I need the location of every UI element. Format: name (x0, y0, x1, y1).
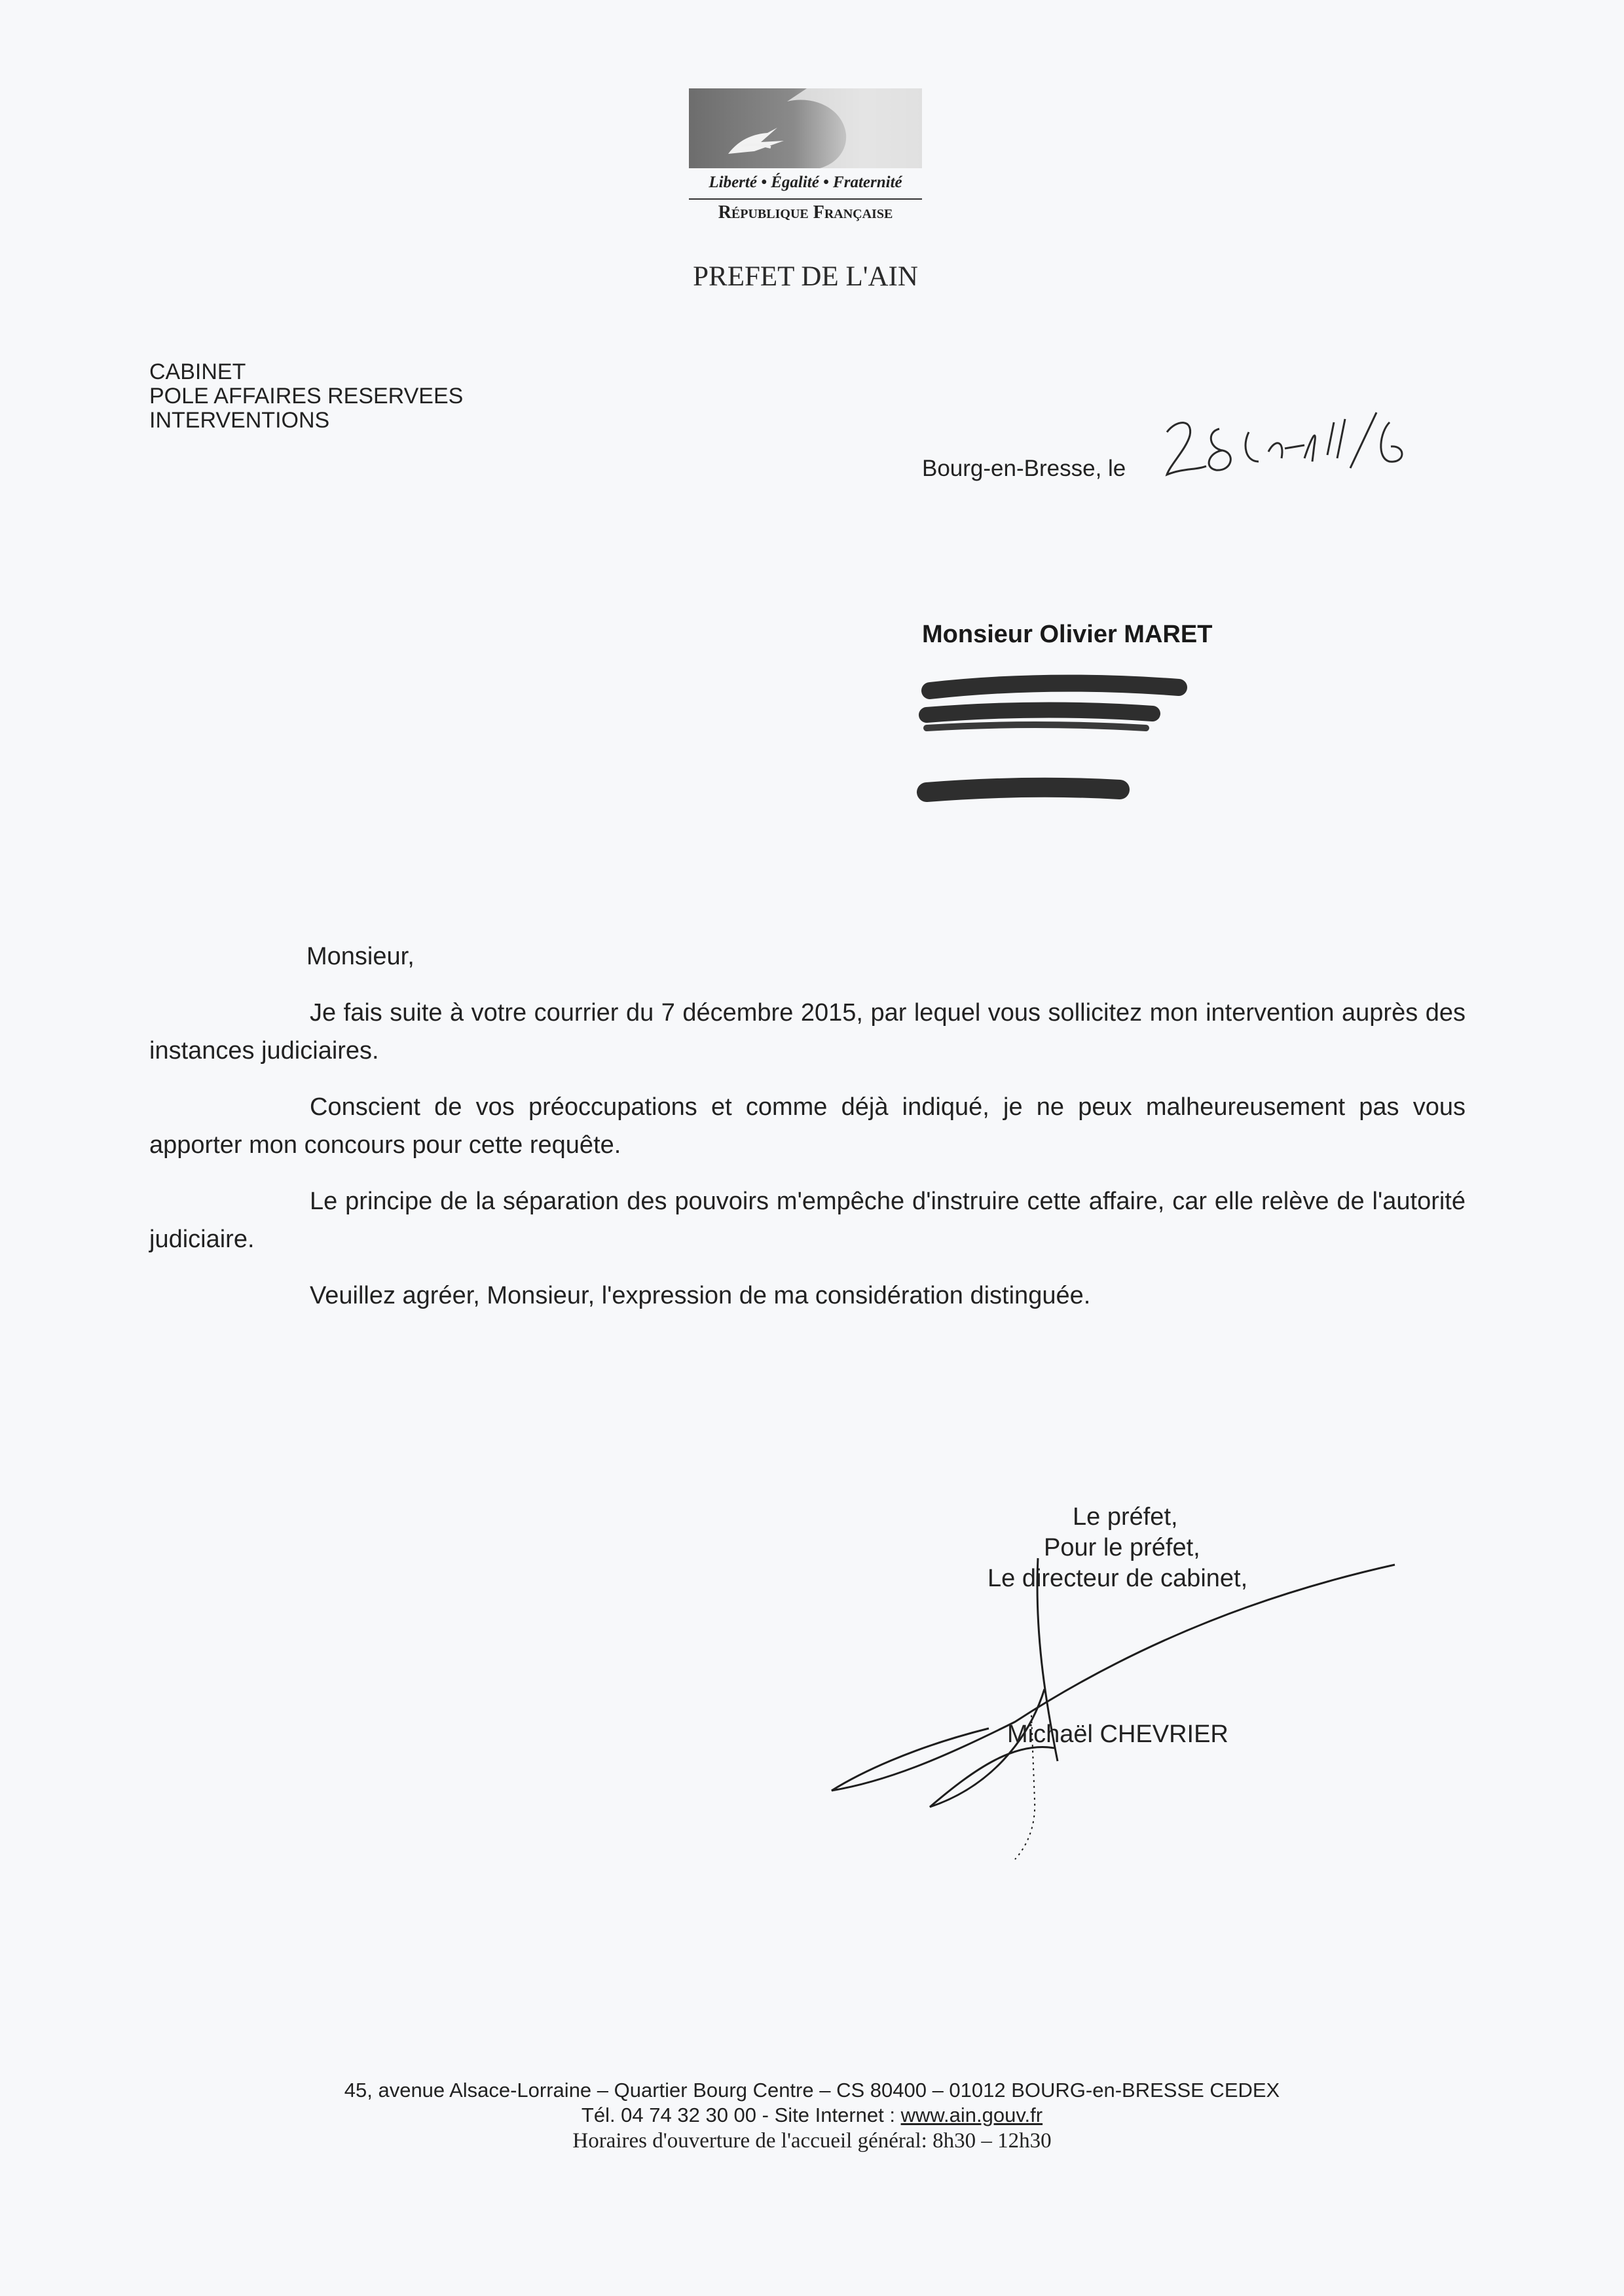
redaction-scribble-icon (917, 674, 1192, 812)
signatory-name: Michaël CHEVRIER (1007, 1721, 1228, 1748)
body-paragraph-4: Veuillez agréer, Monsieur, l'expression de ma considération distinguée. (310, 1282, 1091, 1309)
service-line-pole: POLE AFFAIRES RESERVEES (149, 384, 464, 409)
place-label: Bourg-en-Bresse, le (922, 456, 1126, 481)
footer-hours: Horaires d'ouverture de l'accueil général: 8h30 – 12h30 (572, 2129, 1052, 2153)
authority-title: PREFET DE L'AIN (693, 261, 918, 292)
signature-line-prefet: Le préfet, (1073, 1503, 1178, 1531)
handwritten-date (1154, 393, 1429, 491)
footer-phone: Tél. 04 74 32 30 00 - Site Internet : (581, 2104, 895, 2126)
signature-scribble-icon (819, 1552, 1408, 1879)
republic-motto: Liberté • Égalité • Fraternité (709, 173, 902, 191)
salutation: Monsieur, (306, 943, 415, 970)
footer-website-link[interactable]: www.ain.gouv.fr (900, 2104, 1043, 2126)
marianne-logo (689, 88, 922, 168)
handwritten-signature (819, 1552, 1408, 1879)
signature-line-directeur: Le directeur de cabinet, (987, 1565, 1248, 1592)
handwritten-date-icon (1154, 393, 1429, 491)
service-line-interventions: INTERVENTIONS (149, 408, 330, 433)
republic-name: République Française (689, 198, 922, 223)
footer-contact (196, 2104, 1428, 2127)
signature-line-pour-prefet: Pour le préfet, (1044, 1534, 1200, 1561)
marianne-profile-icon (689, 88, 922, 168)
body-paragraph-2: Conscient de vos préoccupations et comme déjà indiqué, je ne peux malheureusement pas vous apporter mon concours pour cette requête. (149, 1093, 1466, 1159)
body-paragraph-3: Le principe de la séparation des pouvoirs m'empêche d'instruire cette affaire, car elle relève de l'autorité judiciaire. (149, 1188, 1466, 1253)
redacted-address (917, 674, 1192, 812)
service-line-cabinet: CABINET (149, 359, 246, 384)
footer-address: 45, avenue Alsace-Lorraine – Quartier Bourg Centre – CS 80400 – 01012 BOURG-en-BRESSE CEDEX (344, 2079, 1280, 2102)
recipient-name: Monsieur Olivier MARET (922, 621, 1213, 648)
body-paragraph-1: Je fais suite à votre courrier du 7 décembre 2015, par lequel vous sollicitez mon intervention auprès des instances judiciaires. (149, 999, 1466, 1065)
